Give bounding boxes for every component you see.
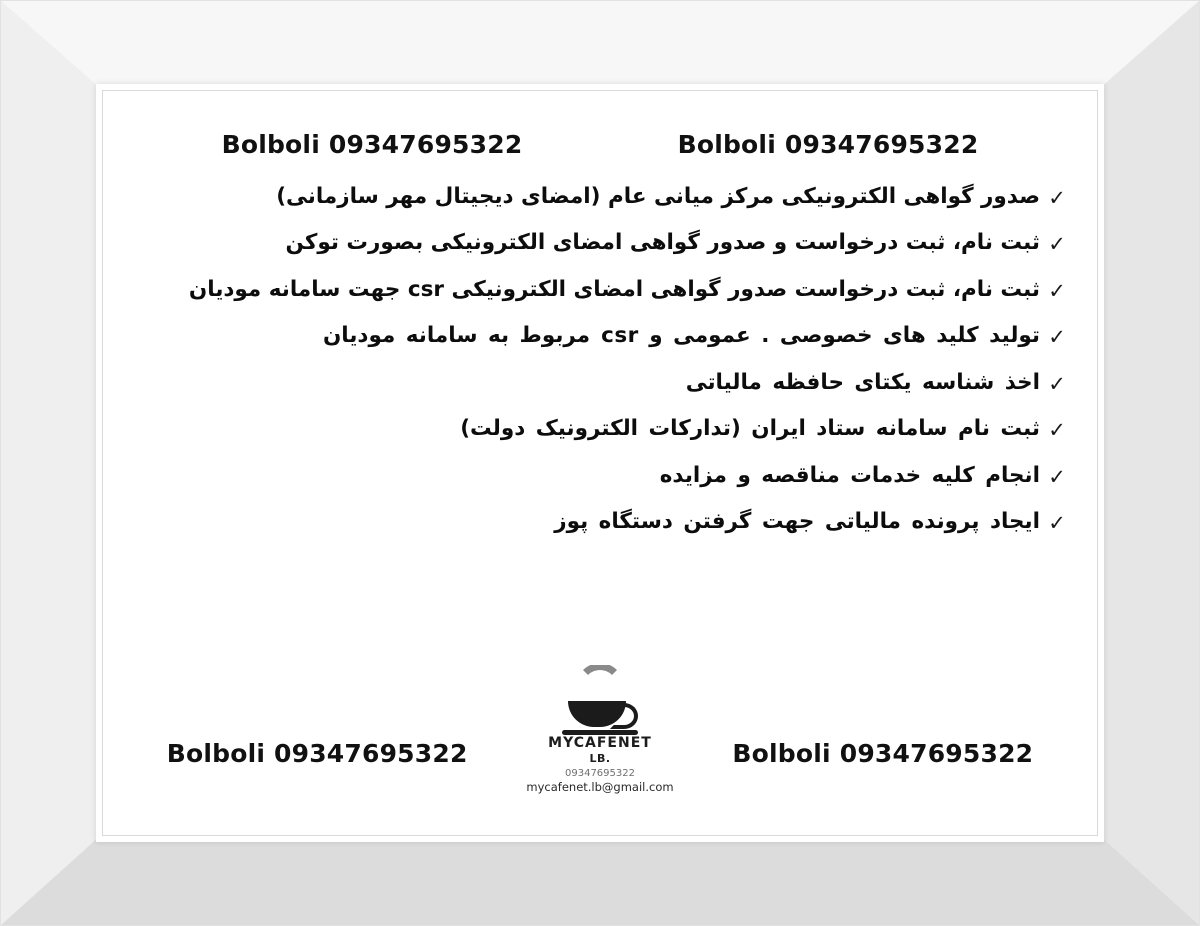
header-phone-row xyxy=(104,130,1096,159)
logo-name: MYCAFENET xyxy=(548,735,652,751)
coffee-cup-icon xyxy=(562,701,638,731)
check-icon: ✓ xyxy=(1048,464,1066,489)
list-item-label: ایجاد پرونده مالیاتی جهت گرفتن دستگاه پوز xyxy=(554,509,1040,535)
list-item-label: تولید کلید های خصوصی . عمومی و csr مربوط به سامانه مودیان xyxy=(322,323,1040,349)
check-icon: ✓ xyxy=(1048,278,1066,303)
header-phone-right: Bolboli 09347695322 xyxy=(677,130,979,159)
list-item xyxy=(114,181,1074,213)
wifi-coffee-icon xyxy=(540,665,660,733)
footer-phone-left: Bolboli 09347695322 xyxy=(166,739,468,768)
check-icon: ✓ xyxy=(1048,511,1066,536)
list-item xyxy=(114,413,1074,445)
list-item-label: ثبت نام سامانه ستاد ایران (تدارکات الکترونیک دولت) xyxy=(460,416,1040,442)
list-item xyxy=(114,320,1074,352)
logo-phone: 09347695322 xyxy=(565,768,635,779)
list-item xyxy=(114,460,1074,492)
check-icon: ✓ xyxy=(1048,186,1066,210)
check-icon: ✓ xyxy=(1048,325,1066,350)
list-item-label: صدور گواهی الکترونیکی مرکز میانی عام (امضای دیجیتال مهر سازمانی) xyxy=(276,184,1040,209)
check-icon: ✓ xyxy=(1048,418,1066,443)
brand-logo xyxy=(505,665,695,794)
list-item xyxy=(114,367,1074,399)
list-item xyxy=(114,506,1074,538)
footer-phone-right: Bolboli 09347695322 xyxy=(732,739,1034,768)
poster-content xyxy=(104,92,1096,834)
list-item xyxy=(114,274,1074,306)
check-icon: ✓ xyxy=(1048,371,1066,396)
list-item-label: اخذ شناسه یکتای حافظه مالیاتی xyxy=(685,369,1040,395)
list-item xyxy=(114,227,1074,259)
header-phone-left: Bolboli 09347695322 xyxy=(221,130,523,159)
list-item-label: ثبت نام، ثبت درخواست و صدور گواهی امضای الکترونیکی بصورت توکن xyxy=(285,230,1040,256)
check-icon: ✓ xyxy=(1048,232,1066,257)
logo-suffix: LB. xyxy=(589,752,611,765)
services-list xyxy=(104,181,1096,539)
list-item-label: ثبت نام، ثبت درخواست صدور گواهی امضای الکترونیکی csr جهت سامانه مودیان xyxy=(188,276,1040,302)
logo-email: mycafenet.lb@gmail.com xyxy=(526,780,674,794)
list-item-label: انجام کلیه خدمات مناقصه و مزایده xyxy=(659,462,1040,488)
